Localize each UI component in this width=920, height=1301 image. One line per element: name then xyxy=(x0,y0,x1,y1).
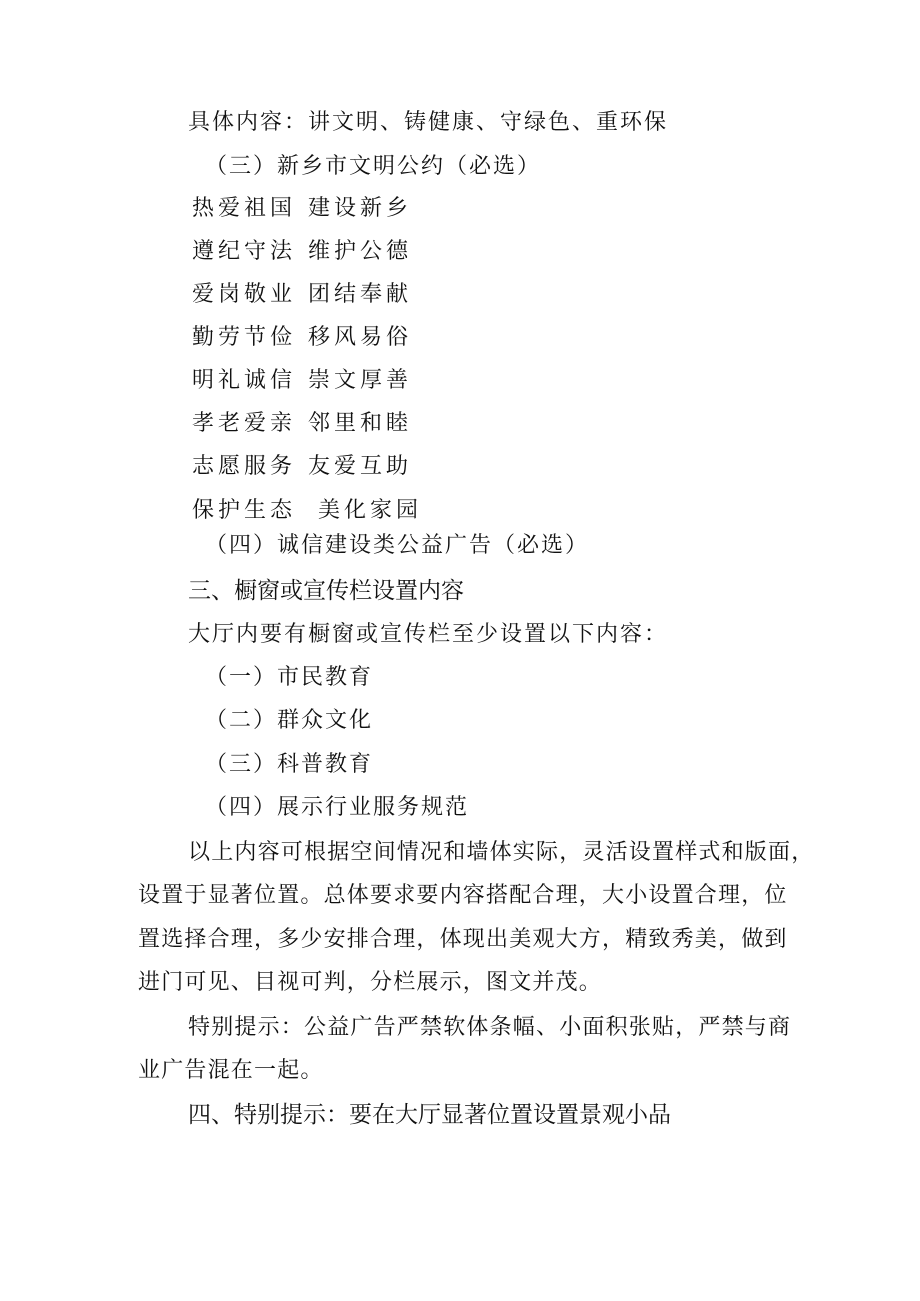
convention-line: 孝老爱亲 邻里和睦 xyxy=(192,411,413,436)
heading-section-4: 四、特别提示：要在大厅显著位置设置景观小品 xyxy=(188,1102,671,1128)
paragraph-line: 以上内容可根据空间情况和墙体实际，灵活设置样式和版面， xyxy=(188,840,815,865)
list-item: （二）群众文化 xyxy=(205,708,374,733)
convention-line: 勤劳节俭 移风易俗 xyxy=(192,325,413,350)
heading-section-3: 三、橱窗或宣传栏设置内容 xyxy=(188,578,464,604)
list-item: （一）市民教育 xyxy=(205,665,374,690)
paragraph-line: 置选择合理，多少安排合理，体现出美观大方，精致秀美，做到 xyxy=(138,927,788,952)
convention-line: 志愿服务 友爱互助 xyxy=(192,454,413,479)
paragraph-line: 业广告混在一起。 xyxy=(138,1058,324,1083)
intro-line: 大厅内要有橱窗或宣传栏至少设置以下内容： xyxy=(188,622,669,647)
convention-line: 明礼诚信 崇文厚善 xyxy=(192,368,413,393)
paragraph-line: 特别提示：公益广告严禁软体条幅、小面积张贴，严禁与商 xyxy=(188,1015,792,1040)
list-item: （四）展示行业服务规范 xyxy=(205,795,470,820)
paragraph-line: 进门可见、目视可判，分栏展示，图文并茂。 xyxy=(138,970,603,995)
section-title-integrity: （四）诚信建设类公益广告（必选） xyxy=(205,533,590,558)
convention-line: 爱岗敬业 团结奉献 xyxy=(192,282,413,307)
convention-line: 热爱祖国 建设新乡 xyxy=(192,196,413,221)
convention-line: 遵纪守法 维护公德 xyxy=(192,239,413,264)
section-title-convention: （三）新乡市文明公约（必选） xyxy=(205,154,542,179)
list-item: （三）科普教育 xyxy=(205,752,374,777)
content-line: 具体内容：讲文明、铸健康、守绿色、重环保 xyxy=(188,110,669,135)
paragraph-line: 设置于显著位置。总体要求要内容搭配合理，大小设置合理，位 xyxy=(138,883,788,908)
convention-line: 保护生态 美化家园 xyxy=(192,498,423,523)
